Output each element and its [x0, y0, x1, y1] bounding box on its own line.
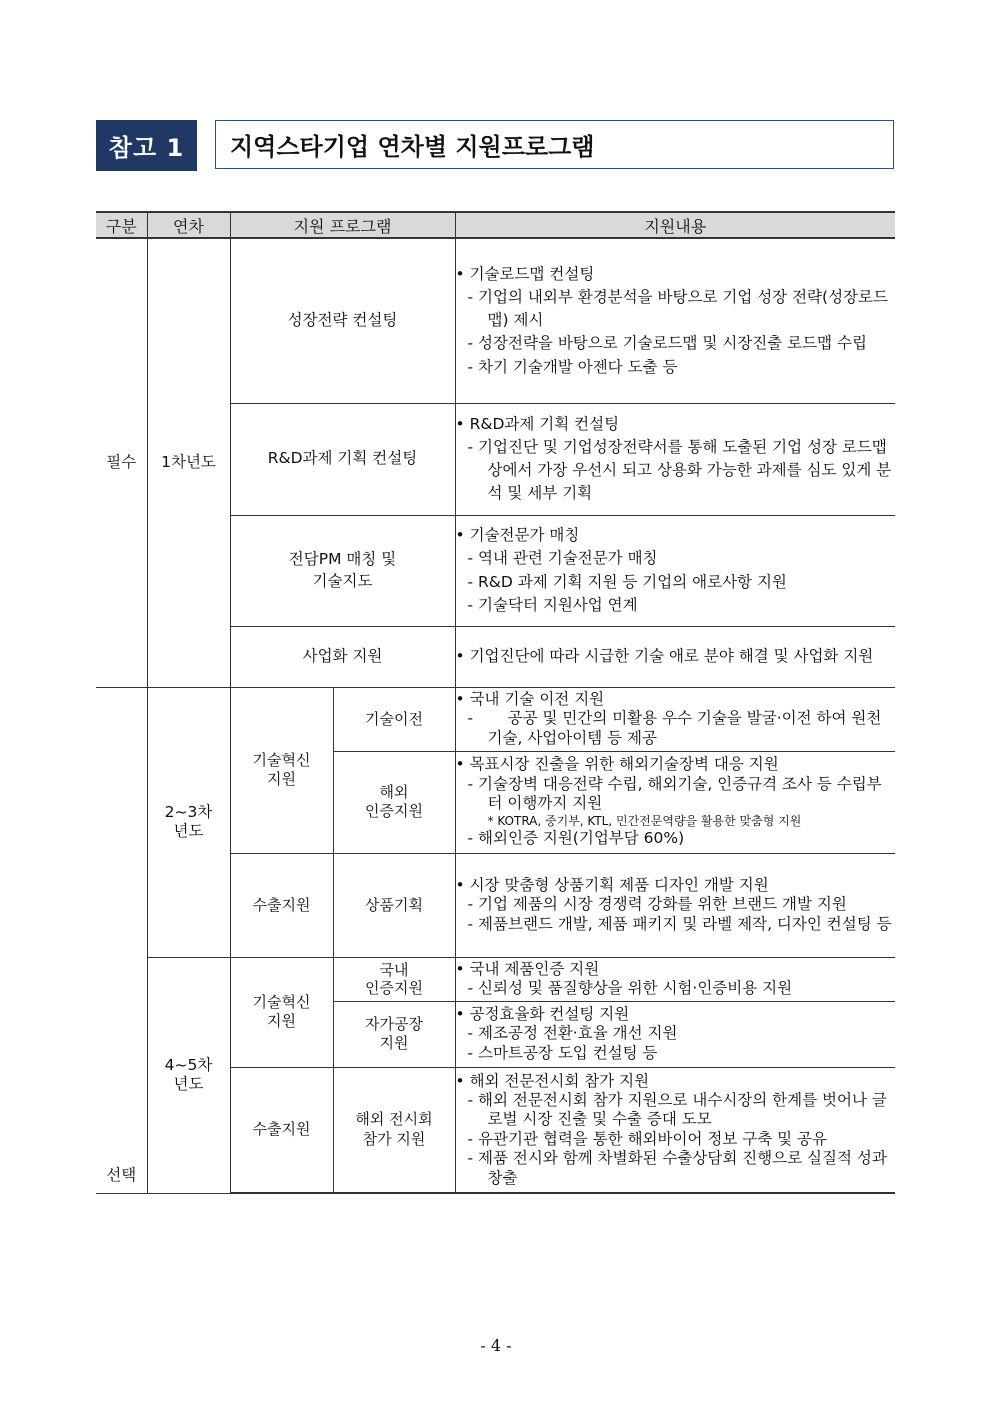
- program-name: 상품기획: [333, 853, 455, 957]
- program-name: 해외 전시회 참가 지원: [333, 1067, 455, 1193]
- program-name: 성장전략 컨설팅: [230, 238, 455, 403]
- table-header-row: [96, 212, 895, 238]
- program-name: 자가공장 지원: [333, 1001, 455, 1067]
- program-group: 수출지원: [230, 853, 333, 957]
- program-name: R&D과제 기획 컨설팅: [230, 403, 455, 515]
- program-content: • 공정효율화 컨설팅 지원 - 제조공정 전환·효율 개선 지원 - 스마트공장 도입 컨설팅 등: [455, 1001, 895, 1067]
- page-title: 지역스타기업 연차별 지원프로그램: [215, 120, 894, 169]
- program-group: 수출지원: [230, 1067, 333, 1193]
- program-name: 기술이전: [333, 687, 455, 751]
- table-row: [96, 238, 895, 403]
- program-group: 기술혁신 지원: [230, 957, 333, 1067]
- program-name: 국내 인증지원: [333, 957, 455, 1001]
- column-header-category: 구분: [96, 212, 147, 238]
- table-row: [96, 957, 895, 1001]
- program-name: 해외 인증지원: [333, 751, 455, 853]
- page-number: - 4 -: [480, 1336, 512, 1355]
- program-content: • 기술전문가 매칭 - 역내 관련 기술전문가 매칭 - R&D 과제 기획 지원 등 기업의 애로사항 지원 - 기술닥터 지원사업 연계: [455, 515, 895, 626]
- column-header-content: 지원내용: [455, 212, 895, 238]
- column-header-year: 연차: [147, 212, 230, 238]
- year-4-5: 4~5차 년도: [147, 957, 230, 1193]
- program-name: 사업화 지원: [230, 626, 455, 687]
- category-required: 필수: [96, 238, 147, 687]
- program-name: 전담PM 매칭 및 기술지도: [230, 515, 455, 626]
- program-content: • 국내 기술 이전 지원 - 공공 및 민간의 미활용 우수 기술을 발굴·이전 하여 원천기술, 사업아이템 등 제공: [455, 687, 895, 751]
- category-optional: 선택: [96, 687, 147, 1193]
- program-content: • 해외 전문전시회 참가 지원 - 해외 전문전시회 참가 지원으로 내수시장의 한계를 벗어나 글로벌 시장 진출 및 수출 증대 도모 - 유관기관 협력을 통한 해외바이어 정보 구축 및 공유 - 제품 전시와 함께 차별화된 수출상담회 진행으로 실질적 성과 창출: [455, 1067, 895, 1193]
- year-1: 1차년도: [147, 238, 230, 687]
- program-content: • 목표시장 진출을 위한 해외기술장벽 대응 지원 - 기술장벽 대응전략 수립, 해외기술, 인증규격 조사 등 수립부터 이행까지 지원 * KOTRA, 중기부, KTL, 민간전문역량을 활용한 맞춤형 지원 - 해외인증 지원(기업부담 60%): [455, 751, 895, 853]
- column-header-program: 지원 프로그램: [230, 212, 455, 238]
- reference-badge: 참고 1: [96, 120, 197, 171]
- program-content: • 기술로드맵 컨설팅 - 기업의 내외부 환경분석을 바탕으로 기업 성장 전략(성장로드맵) 제시 - 성장전략을 바탕으로 기술로드맵 및 시장진출 로드맵 수립 - 차기 기술개발 아젠다 도출 등: [455, 238, 895, 403]
- program-content: • 기업진단에 따라 시급한 기술 애로 분야 해결 및 사업화 지원: [455, 626, 895, 687]
- program-group: 기술혁신 지원: [230, 687, 333, 853]
- year-2-3: 2~3차 년도: [147, 687, 230, 957]
- table-row: [96, 687, 895, 751]
- program-content: • R&D과제 기획 컨설팅 - 기업진단 및 기업성장전략서를 통해 도출된 기업 성장 로드맵 상에서 가장 우선시 되고 상용화 가능한 과제를 심도 있게 분석 및 세부 기획: [455, 403, 895, 515]
- support-program-table: [96, 211, 895, 1194]
- program-content: • 국내 제품인증 지원 - 신뢰성 및 품질향상을 위한 시험·인증비용 지원: [455, 957, 895, 1001]
- program-content: • 시장 맞춤형 상품기획 제품 디자인 개발 지원 - 기업 제품의 시장 경쟁력 강화를 위한 브랜드 개발 지원 - 제품브랜드 개발, 제품 패키지 및 라벨 제작, 디자인 컨설팅 등: [455, 853, 895, 957]
